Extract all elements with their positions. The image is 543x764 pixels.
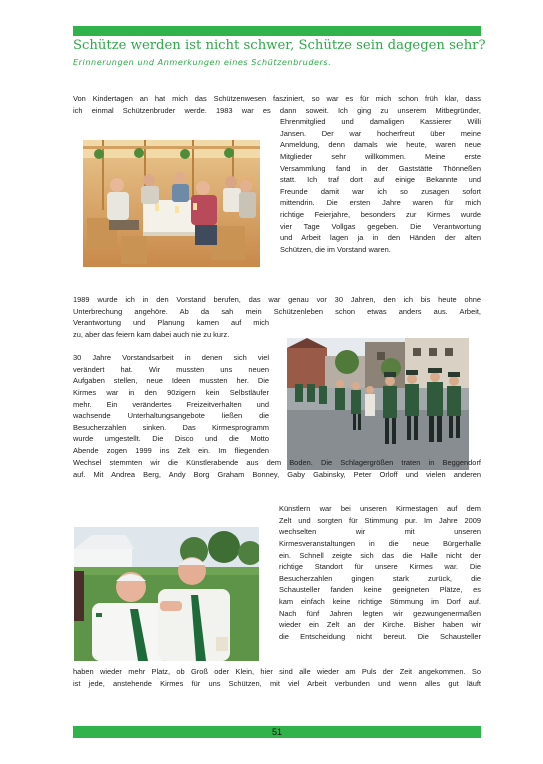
paragraph-3-right-column: [279, 503, 481, 643]
text-line: ich einmal Schützenbruder werde. 1983 war es dann soweit. Ich ging zu unserem Mitbegründer,: [73, 105, 481, 115]
text-line: Von Kindertagen an hat mich das Schützenwesen fasziniert, so war es für mich schon früh klar, dass: [73, 94, 481, 103]
text-line: Abende zogen 1999 ins Zelt ein. Im fliegenden: [73, 446, 269, 456]
text-line: Ehrenmitglied und damaligen Kassierer Willi: [280, 117, 481, 126]
text-line: Besucherzahlen sinken. Das Kirmesprogramm: [73, 422, 269, 432]
paragraph-2-full: [73, 294, 481, 317]
text-line: kam einfach keine richtige Stimmung im Dorf auf.: [279, 597, 481, 607]
text-line: Kirmesveranstaltungen in die neue Bürgerhalle: [279, 538, 481, 548]
text-line: haben wieder mehr Platz, ob Groß oder Klein, hier sind alle wieder am Puls der Zeit angekommen. So: [73, 667, 481, 676]
text-line: Besucherzahlen gingen stark zurück, die: [279, 573, 481, 583]
text-line: Aufgaben stellen, neue Ideen mussten her. Die: [73, 376, 269, 386]
text-line: wachsende Unterhaltungsangebote ließen die: [73, 411, 269, 421]
photo-two-schuetzen: [74, 527, 259, 661]
text-line: wurde umgestellt. Die Disco und die Motto: [73, 434, 269, 444]
text-line: die Entscheidung nicht bereut. Die Schausteller: [279, 632, 481, 642]
text-line: wieder ein Zelt an der Kirche. Bisher haben wir: [279, 620, 481, 630]
photo-parade: [287, 338, 469, 470]
text-line: richtige Standort für unsere Kirmes war. Die: [279, 562, 481, 572]
text-line: 30 Jahre Vorstandsarbeit in denen sich viel: [73, 353, 269, 362]
paragraph-1-right-column: [280, 116, 481, 256]
text-line: richtige Feierjahre, besonders zur Kirmes wurde: [280, 210, 481, 220]
text-line: Anmeldung, denn damals wie heute, waren neue: [280, 140, 481, 150]
text-line: wechselten wir mit unseren: [279, 527, 481, 537]
text-line: 1989 wurde ich in den Vorstand berufen, das war genau vor 30 Jahren, den ich bis heute ohne: [73, 295, 481, 304]
text-line: Nach fünf Jahren legten wir gezwungenermaßen: [279, 608, 481, 618]
text-line: vier Tage Vollgas gegeben. Die Verantwortung: [280, 221, 481, 231]
paragraph-4-full: [73, 666, 481, 689]
footer-accent-bar: [73, 726, 481, 738]
text-line: Freunde damit war ich so zusagen sofort: [280, 186, 481, 196]
article-title: Schütze werden ist nicht schwer, Schütze sein dagegen sehr?: [73, 38, 486, 53]
text-line: statt. Ich traf dort auf einige Bekannte und: [280, 175, 481, 185]
text-line: Versammlung fand in der Gaststätte Thönneßen: [280, 163, 481, 173]
article-subtitle: Erinnerungen und Anmerkungen eines Schützenbruders.: [73, 57, 332, 67]
paragraph-3-left-column: [73, 352, 269, 457]
text-line: Schützen, die im Vorstand waren.: [280, 245, 391, 255]
text-line: Künstlern war bei unseren Kirmestagen auf dem: [279, 504, 481, 513]
text-line: verändert hat. Wir mussten uns neuen: [73, 364, 269, 374]
text-line: Kirmes war in den 90zigern kein Selbstläufer: [73, 387, 269, 397]
text-line: Unterbrechung angehöre. Ab da sah mein Schützenleben schon etwas anders aus. Arbeit,: [73, 306, 481, 316]
text-line: ein. Schnell zeigte sich das die Halle nicht der: [279, 550, 481, 560]
text-line: Jansen. Der war hocherfreut über meine: [280, 128, 481, 138]
text-line: Schausteller fanden keine geeigneten Plätze, es: [279, 585, 481, 595]
paragraph-1-full: [73, 93, 481, 116]
paragraph-3-full: [73, 457, 481, 480]
text-line: zu, aber das feiern kam dabei auch nie zu kurz.: [73, 329, 230, 339]
page-number: 51: [271, 727, 282, 737]
text-line: mittendrin. Die ersten Jahre waren für mich: [280, 198, 481, 208]
text-line: Mitglieder sehr willkommen. Meine erste: [280, 151, 481, 161]
text-line: Zelt und sorgten für Stimmung pur. Im Jahre 2009: [279, 515, 481, 525]
text-line: und Arbeit lagen ja in den Händen der alten: [280, 233, 481, 243]
text-line: Verantwortung und Planung kamen auf mich: [73, 318, 269, 327]
paragraph-2-left-column: [73, 317, 269, 340]
text-line: auf. Mit Andrea Berg, Andy Borg Graham Bonney, Gaby Gabinsky, Peter Orloff und vielen anderen: [73, 469, 481, 479]
text-line: mehr. Ein verändertes Freizeitverhalten und: [73, 399, 269, 409]
header-accent-bar: [73, 26, 481, 36]
text-line: ist jede, anstehende Kirmes für uns Schützen, mit viel Arbeit verbunden und wenn alles gut läuft: [73, 678, 481, 688]
photo-gathering-hall: [83, 140, 260, 267]
text-line: Wechsel stemmten wir die Künstlerabende aus dem Boden. Die Schlagergrößen traten in Beggendorf: [73, 458, 481, 467]
